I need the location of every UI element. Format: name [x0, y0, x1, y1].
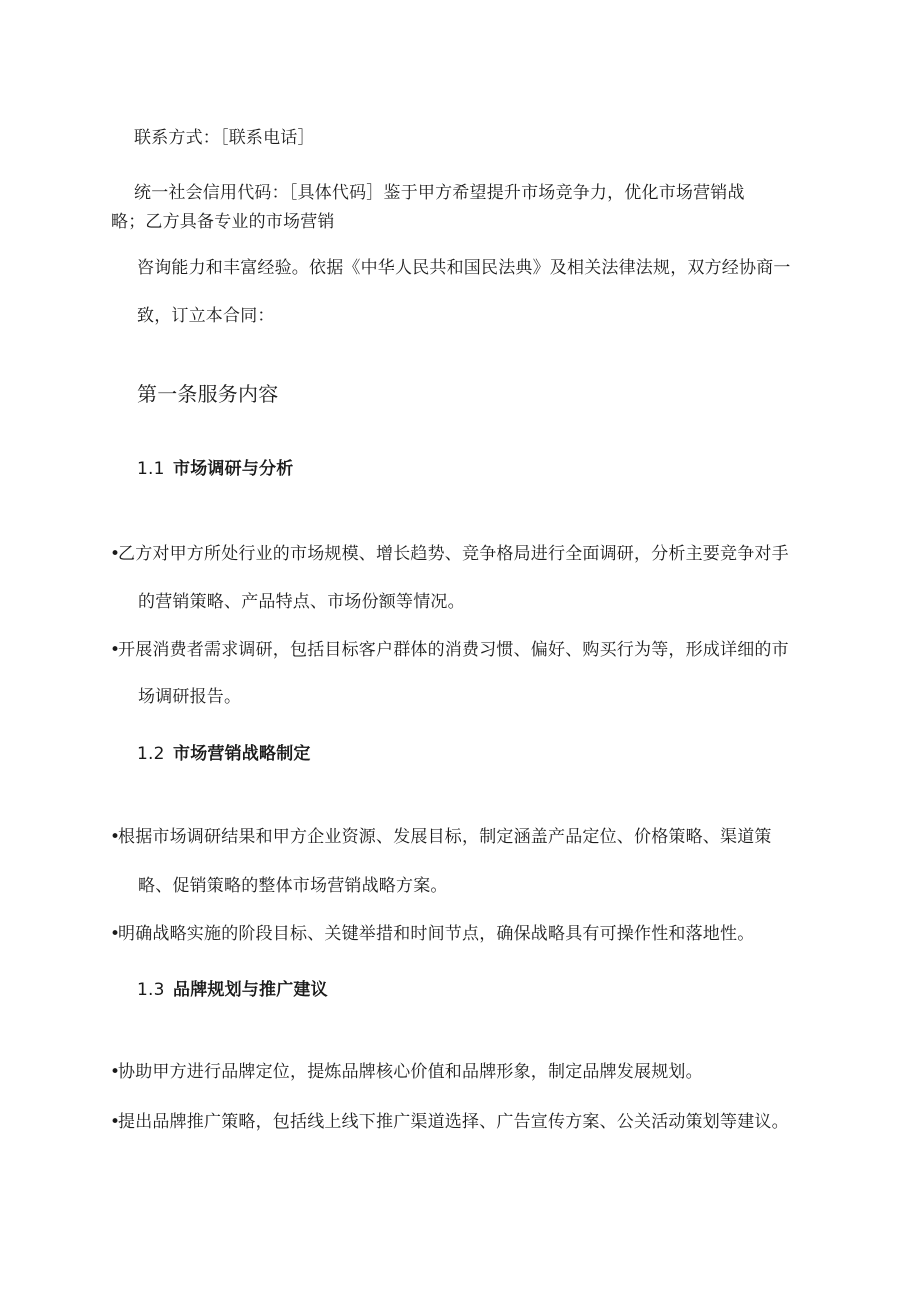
list-item-text: 明确战略实施的阶段目标、关键举措和时间节点，确保战略具有可操作性和落地性。	[118, 924, 755, 944]
list-item-text: 乙方对甲方所处行业的市场规模、增长趋势、竞争格局进行全面调研，分析主要竞争对手	[118, 544, 789, 564]
legal-basis-line: 咨询能力和丰富经验。依据《中华人民共和国民法典》及相关法律法规，双方经协商一	[137, 258, 791, 278]
section-title: 市场营销战略制定	[173, 744, 311, 764]
list-item-continued: 的营销策略、产品特点、市场份额等情况。	[138, 592, 465, 612]
credit-code-line-continued: 略；乙方具备专业的市场营销	[111, 212, 335, 232]
bullet-icon: •	[110, 1062, 121, 1082]
bullet-icon: •	[110, 640, 121, 660]
section-heading-1-1	[137, 458, 293, 480]
list-item-text: 提出品牌推广策略，包括线上线下推广渠道选择、广告宣传方案、公关活动策划等建议。	[118, 1112, 789, 1132]
section-title: 品牌规划与推广建议	[173, 980, 328, 1000]
list-item-text: 根据市场调研结果和甲方企业资源、发展目标，制定涵盖产品定位、价格策略、渠道策	[118, 827, 772, 847]
article-1-title: 第一条服务内容	[137, 382, 279, 406]
legal-basis-line-continued: 致，订立本合同：	[137, 306, 275, 326]
list-item	[110, 1061, 703, 1083]
credit-code-line: 统一社会信用代码：［具体代码］鉴于甲方希望提升市场竞争力，优化市场营销战	[134, 183, 745, 203]
bullet-icon: •	[110, 1112, 121, 1132]
bullet-icon: •	[110, 827, 121, 847]
section-number: 1.3	[137, 980, 165, 1000]
contact-line: 联系方式：［联系电话］	[134, 128, 315, 148]
section-heading-1-2	[137, 743, 311, 765]
list-item	[110, 543, 789, 565]
list-item	[110, 639, 789, 661]
section-number: 1.2	[137, 744, 165, 764]
list-item-text: 开展消费者需求调研，包括目标客户群体的消费习惯、偏好、购买行为等，形成详细的市	[118, 640, 789, 660]
section-title: 市场调研与分析	[173, 459, 294, 479]
list-item	[110, 826, 772, 848]
list-item-continued: 场调研报告。	[138, 687, 242, 707]
section-number: 1.1	[137, 459, 165, 479]
bullet-icon: •	[110, 544, 121, 564]
section-heading-1-3	[137, 979, 328, 1001]
list-item-text: 协助甲方进行品牌定位，提炼品牌核心价值和品牌形象，制定品牌发展规划。	[118, 1062, 703, 1082]
list-item-continued: 略、促销策略的整体市场营销战略方案。	[138, 876, 448, 896]
bullet-icon: •	[110, 924, 121, 944]
list-item	[110, 923, 754, 945]
list-item	[110, 1111, 789, 1133]
